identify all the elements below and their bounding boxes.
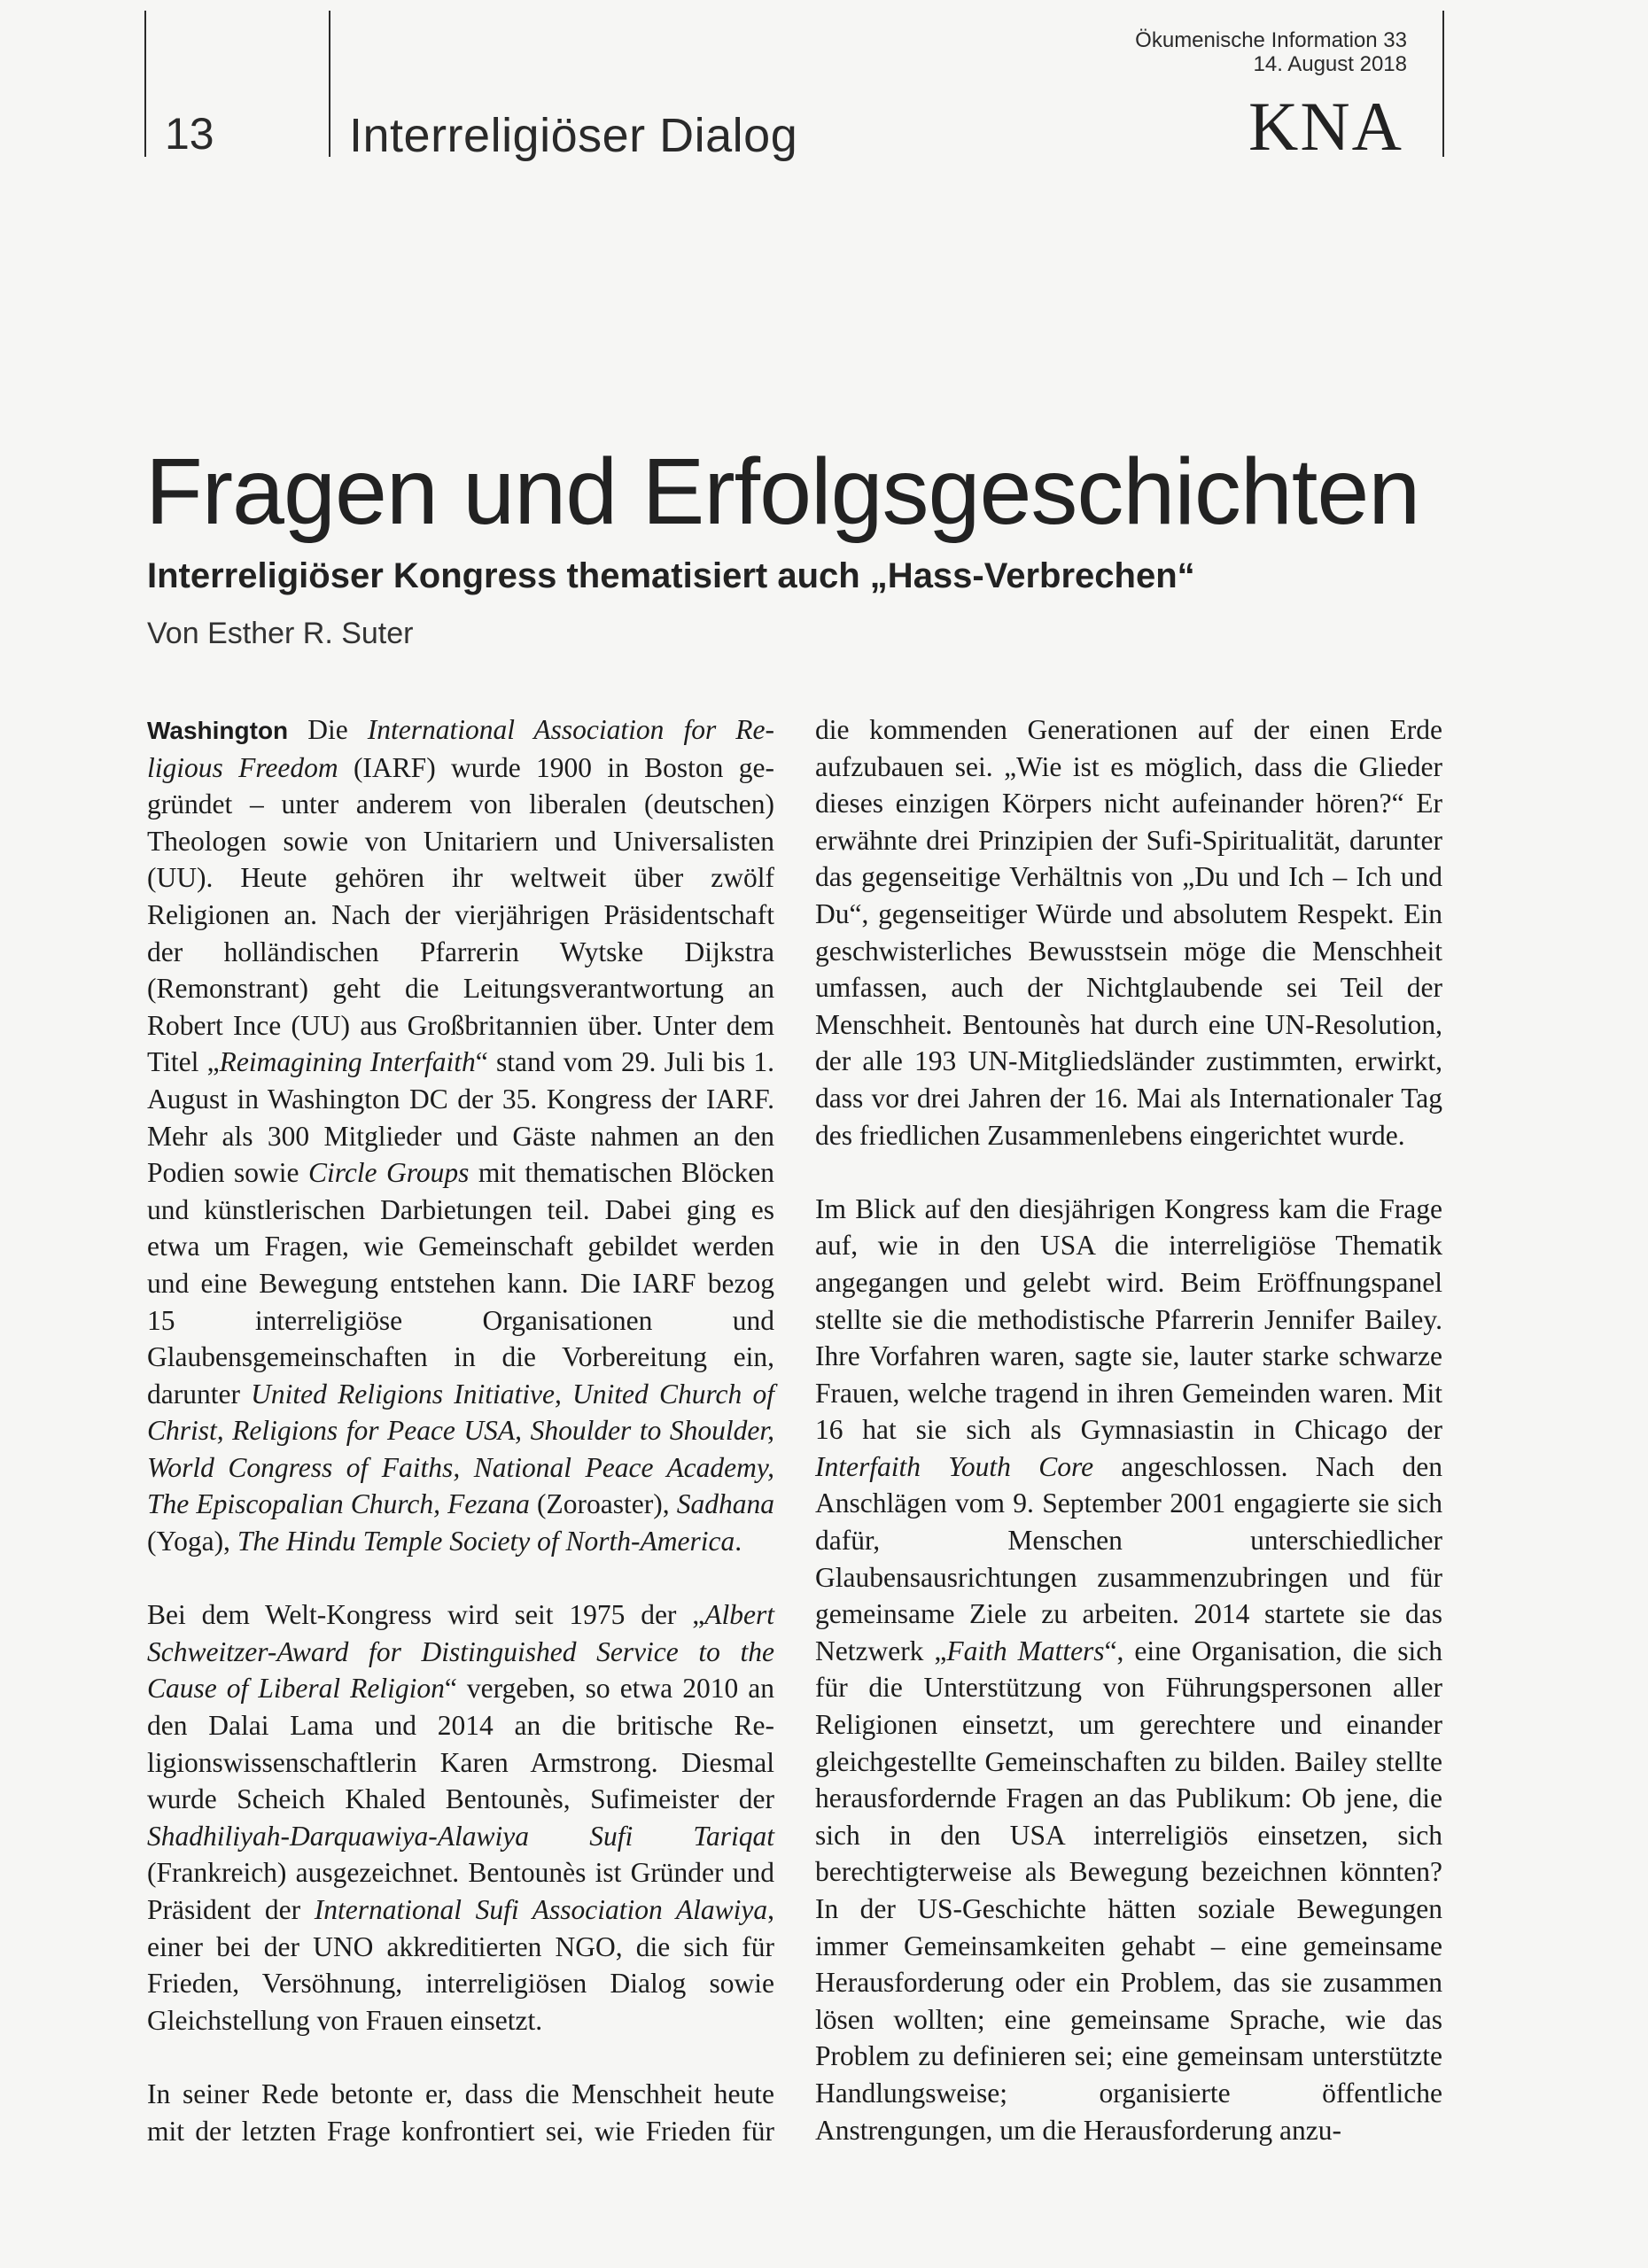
article-column-left bbox=[147, 711, 774, 2149]
text-span: (Frankreich) ausgezeichnet. Bentounès ist Gründer und Präsident der bbox=[147, 1857, 774, 1925]
text-span: angeschlossen. Nach den Anschlägen vom 9. September 2001 engagierte sie sich dafür, Menschen unterschiedlicher Glaubensausrichtungen zusammenzubringen und für gemeinsame Ziele zu arbeiten. 2014 startete sie das Netzwerk „ bbox=[815, 1450, 1442, 1666]
italic-span: International Sufi Association Alawiya bbox=[314, 1894, 768, 1925]
text-span: “ vergeben, so etwa 2010 an den Dalai Lama und 2014 an die britische Religionswissenschaftlerin Karen Armstrong. Diesmal wurde Scheich Khaled Bentounès, Sufimeister der bbox=[147, 1673, 774, 1815]
paragraph-3-continued: die kommenden Generationen auf der einen Erde aufzubauen sei. „Wie ist es möglich, dass die Glieder dieses einzigen Körpers nicht aufeinander hören?“ Er erwähnte drei Prinzipien der Sufi-Spiritualität, darunter das gegenseitige Verhältnis von „Du und Ich – Ich und Du“, gegenseitiger Würde und absolutem Respekt. Ein geschwisterliches Bewusstsein möge die Menschheit umfassen, auch der Nichtglaubende sei Teil der Menschheit. Bentounès hat durch eine UN-Resolution, der alle 193 UN-Mitgliedsländer zustimmten, erwirkt, dass vor drei Jahren der 16. Mai als Internationaler Tag des friedlichen Zusammenlebens eingerichtet wurde. bbox=[815, 714, 1442, 1151]
paragraph-4 bbox=[815, 1191, 1442, 2148]
publication-info bbox=[1135, 28, 1407, 76]
italic-span: Circle Groups bbox=[307, 1157, 470, 1189]
paragraph-2 bbox=[147, 1596, 774, 2039]
article-subheadline: Interreligiöser Kongress thematisiert auch „Hass-Verbrechen“ bbox=[147, 556, 1195, 595]
text-span: , einer bei der UNO akkreditierten NGO, die sich für Frieden, Versöhnung, interreligiösen Dialog sowie Gleichstellung von Frauen einsetzt. bbox=[147, 1894, 774, 2036]
italic-span: The Hindu Temple Society of North-America bbox=[237, 1526, 735, 1557]
text-span: mit thematischen Blöcken und künstlerischen Darbietungen teil. Dabei ging es etwa um Fragen, wie Gemeinschaft gebildet werden und eine Bewegung entstehen kann. Die IARF bezog 15 interreligiöse Organisationen und Glaubensgemeinschaften in die Vorbereitung ein, darunter bbox=[147, 1157, 774, 1410]
article-headline: Fragen und Erfolgsgeschichten bbox=[145, 439, 1420, 544]
italic-span: Faith Matters bbox=[946, 1635, 1105, 1666]
text-span: (Yoga), bbox=[147, 1526, 237, 1557]
text-span: (Zoroaster), bbox=[529, 1488, 677, 1520]
paragraph-1 bbox=[147, 711, 774, 1560]
publication-date: 14. August 2018 bbox=[1253, 52, 1407, 76]
dateline: Washington bbox=[147, 717, 289, 744]
article-byline: Von Esther R. Suter bbox=[147, 617, 414, 650]
text-span: (IARF) wurde 1900 in Boston gegründet – unter anderem von liberalen (deutschen) Theologen sowie von Unitariern und Universalisten (UU). Heute gehören ihr weltweit über zwölf Religionen an. Nach der vierjährigen Präsidentschaft der holländischen Pfarrerin Wytske Dijkstra (Remonstrant) geht die Leitungsverantwortung an Robert Ince (UU) aus Großbritannien über. Unter dem Titel „ bbox=[147, 751, 774, 1078]
text-span: “ stand vom 29. Juli bis 1. August in Washington DC der 35. Kongress der IARF. Mehr als 300 Mitglieder und Gäste nahmen an den Podien sowie bbox=[147, 1046, 774, 1189]
italic-span: Albert Schweitzer-Award for Distinguished Service to the Cause of Liberal Religion bbox=[147, 1599, 774, 1705]
italic-span: Interfaith Youth Core bbox=[815, 1450, 1094, 1482]
kna-logo: KNA bbox=[1248, 88, 1403, 165]
publication-name: Ökumenische Information 33 bbox=[1135, 28, 1407, 52]
text-span: . bbox=[735, 1526, 742, 1557]
page-number: 13 bbox=[165, 109, 214, 159]
header-rule-left bbox=[144, 11, 146, 157]
article-column-right bbox=[815, 711, 1442, 2186]
italic-span: Reimagining Interfaith bbox=[219, 1046, 476, 1078]
section-title: Interreligiöser Dialog bbox=[349, 109, 798, 162]
text-span: Die bbox=[288, 714, 368, 745]
text-span: Im Blick auf den diesjährigen Kongress kam die Frage auf, wie in den USA die interreligiöse Thematik angegangen und gelebt wird. Beim Eröffnungspanel stellte sie die methodistische Pfarrerin Jennifer Bailey. Ihre Vorfahren waren, sagte sie, lauter starke schwarze Frauen, welche tragend in ihren Gemeinden waren. Mit 16 hat sie sich als Gymnasiastin in Chicago der bbox=[815, 1192, 1442, 1446]
header-rule-right bbox=[1442, 11, 1444, 157]
italic-span: International Association for Religious Freedom bbox=[147, 714, 774, 783]
italic-span: United Religions Initiative, United Church of Christ, Religions for Peace USA, Shoulder to Shoulder, World Congress of Faiths, National Peace Academy, The Episcopalian Church, Fezana bbox=[147, 1378, 774, 1520]
paragraph-3: In seiner Rede betonte er, dass die Menschheit heute mit der letzten Frage konfrontiert sei, wie Frieden für bbox=[147, 2078, 774, 2147]
text-span: Bei dem Welt-Kongress wird seit 1975 der „ bbox=[147, 1599, 705, 1631]
italic-span: Sadhana bbox=[676, 1488, 774, 1520]
header-rule-middle bbox=[329, 11, 330, 157]
text-span: “, eine Organisation, die sich für die Unterstützung von Führungspersonen aller Religionen einsetzt, um gerechtere und einander gleichgestellte Gemeinschaften zu bilden. Bailey stellte herausfordernde Fragen an das Publikum: Ob jene, die sich in den USA interreligiös einsetzen, sich berechtigterweise als Bewegung bezeichnen könnten? In der US-Geschichte hätten soziale Bewegungen immer Gemeinsamkeiten gehabt – eine gemeinsame Herausforderung oder ein Problem, das sie zusammen lösen wollten; eine gemeinsame Sprache, wie das Problem zu definieren sei; eine gemeinsam unterstützte Handlungsweise; organisierte öffentliche Anstrengungen, um die Herausforderung anzu- bbox=[815, 1635, 1442, 2146]
italic-span: Shadhiliyah-Darquawiya-Alawiya Sufi Tariqat bbox=[147, 1820, 774, 1852]
